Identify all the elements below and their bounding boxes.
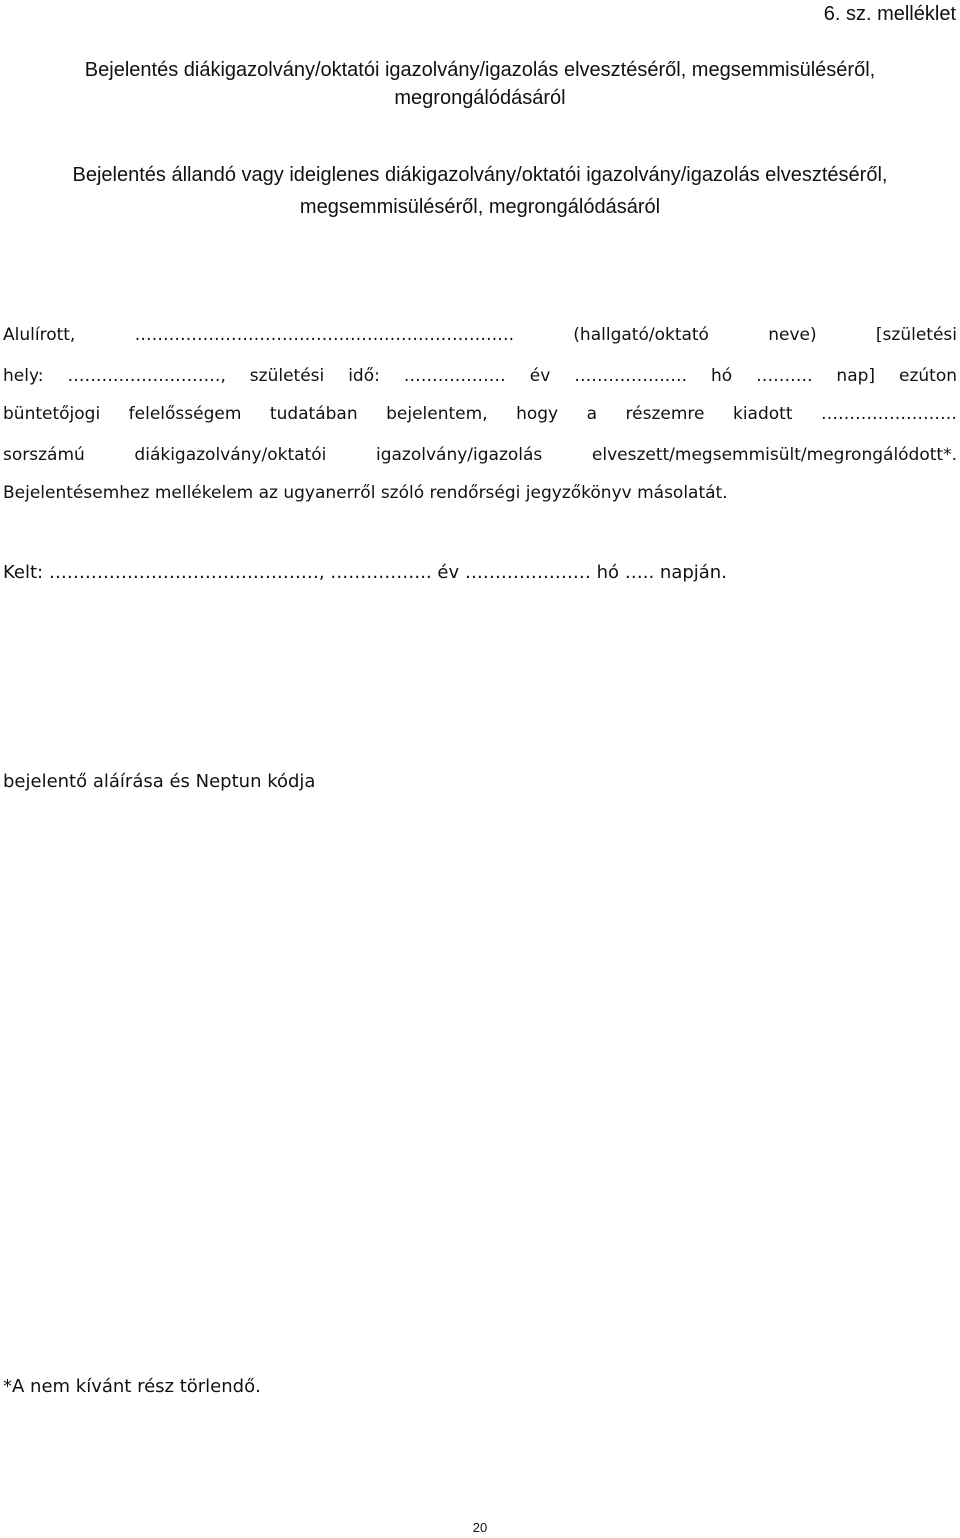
page-number: 20 bbox=[472, 1520, 488, 1535]
document-subtitle-line-2: megsemmisüléséről, megrongálódásáról bbox=[299, 196, 661, 218]
declaration-line-3: büntetőjogi felelősségem tudatában bejelentem, hogy a részemre kiadott …………………… bbox=[3, 404, 957, 424]
date-line: Kelt: ………………………………………, …………….. év ………………… hó ….. napján. bbox=[3, 562, 727, 583]
document-title-line-1: Bejelentés diákigazolvány/oktatói igazolvány/igazolás elvesztéséről, megsemmisüléséről, bbox=[84, 59, 876, 81]
annex-label: 6. sz. melléklet bbox=[823, 3, 956, 25]
declaration-line-4: sorszámú diákigazolvány/oktatói igazolvány/igazolás elveszett/megsemmisült/megrongálódott*. bbox=[3, 445, 957, 465]
declaration-line-2: hely: ………………………, születési idő: ……………… év …………….…. hó ………. nap] ezúton bbox=[3, 366, 957, 386]
document-subtitle-line-1: Bejelentés állandó vagy ideiglenes diákigazolvány/oktatói igazolvány/igazolás elvesztéséről, bbox=[72, 164, 888, 186]
signature-label: bejelentő aláírása és Neptun kódja bbox=[3, 771, 316, 792]
document-title-line-2: megrongálódásáról bbox=[394, 87, 566, 109]
declaration-line-1: Alulírott, …………………………………………………………. (hallgató/oktató neve) [születési bbox=[3, 325, 957, 345]
declaration-line-5: Bejelentésemhez mellékelem az ugyanerről szóló rendőrségi jegyzőkönyv másolatát. bbox=[3, 483, 728, 503]
footnote: *A nem kívánt rész törlendő. bbox=[3, 1376, 261, 1397]
